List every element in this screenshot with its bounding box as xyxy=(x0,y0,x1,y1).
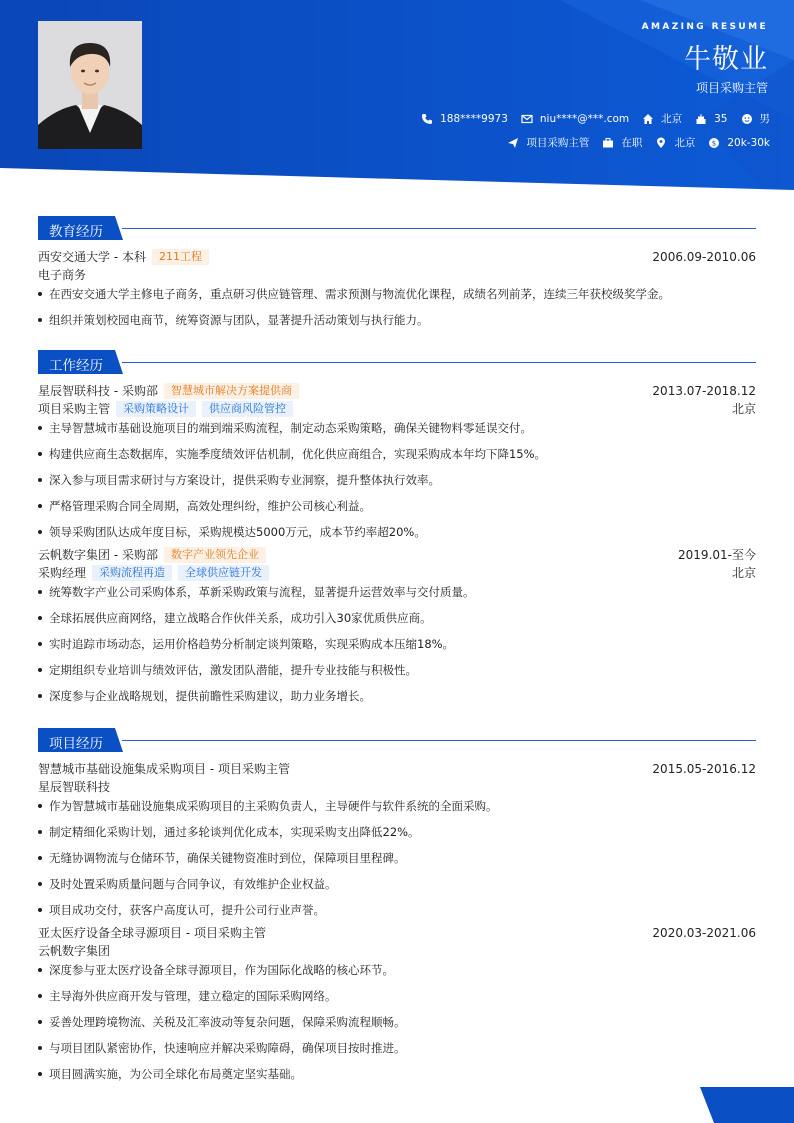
list-item: 深度参与企业战略规划，提供前瞻性采购建议，助力业务增长。 xyxy=(38,687,756,705)
candidate-title: 项目采购主管 xyxy=(695,81,768,95)
projects-section xyxy=(38,728,756,1091)
target-city-info xyxy=(655,135,695,150)
svg-text:$: $ xyxy=(712,139,717,148)
work-bullets xyxy=(38,419,756,541)
salary-text: 20k-30k xyxy=(727,136,770,149)
company-tag: 智慧城市解决方案提供商 xyxy=(164,383,299,399)
age-info xyxy=(695,113,727,125)
section-divider xyxy=(122,740,756,741)
email-text: niu****@***.com xyxy=(539,112,630,125)
age-text: 35 xyxy=(714,112,728,125)
list-item: 主导智慧城市基础设施项目的端到端采购流程，制定动态采购策略，确保关键物料零延误交付。 xyxy=(38,419,756,437)
list-item: 全球拓展供应商网络，建立战略合作伙伴关系，成功引入30家优质供应商。 xyxy=(38,609,756,627)
gender-icon xyxy=(741,113,753,125)
education-entry-header xyxy=(38,248,756,266)
list-item: 项目成功交付，获客户高度认可，提升公司行业声誉。 xyxy=(38,901,756,919)
list-item: 及时处置采购质量问题与合同争议，有效维护企业权益。 xyxy=(38,875,756,893)
role-tag: 全球供应链开发 xyxy=(178,565,269,581)
section-divider xyxy=(122,228,756,229)
role: 项目采购主管 xyxy=(38,402,111,416)
work-section xyxy=(38,350,756,713)
home-icon xyxy=(642,113,654,125)
project-entry-header xyxy=(38,924,756,942)
list-item: 领导采购团队达成年度目标，采购规模达5000万元，成本节约率超20%。 xyxy=(38,523,756,541)
project-entry-header xyxy=(38,760,756,778)
project-bullets xyxy=(38,961,756,1083)
candidate-name: 牛敬业 xyxy=(684,44,768,75)
work-bullets xyxy=(38,583,756,705)
phone-text: 188****9973 xyxy=(440,112,508,125)
salary-info xyxy=(708,137,770,149)
work-entry-header xyxy=(38,546,756,564)
work-header xyxy=(38,350,756,374)
target-role-text: 项目采购主管 xyxy=(526,137,590,149)
list-item: 严格管理采购合同全周期，高效处理纠纷，维护公司核心利益。 xyxy=(38,497,756,515)
projects-header xyxy=(38,728,756,752)
list-item: 无缝协调物流与仓储环节，确保关键物资准时到位，保障项目里程碑。 xyxy=(38,849,756,867)
target-city-text: 北京 xyxy=(674,137,696,149)
location-icon xyxy=(655,137,667,149)
email-icon xyxy=(521,113,533,125)
education-section xyxy=(38,216,756,337)
list-item: 项目圆满实施，为公司全球化布局奠定坚实基础。 xyxy=(38,1065,756,1083)
status-text: 在职 xyxy=(621,137,643,149)
work-role-row xyxy=(38,564,756,582)
send-icon xyxy=(507,137,519,149)
school-degree: 西安交通大学 - 本科 xyxy=(38,250,146,264)
list-item: 在西安交通大学主修电子商务，重点研习供应链管理、需求预测与物流优化课程，成绩名列前茅，连续三年获校级奖学金。 xyxy=(38,285,756,303)
work-date: 2013.07-2018.12 xyxy=(652,384,756,398)
status-info xyxy=(602,135,642,150)
list-item: 深度参与亚太医疗设备全球寻源项目，作为国际化战略的核心环节。 xyxy=(38,961,756,979)
work-location: 北京 xyxy=(731,566,756,580)
hometown-info xyxy=(642,111,682,126)
work-date: 2019.01-至今 xyxy=(678,548,756,562)
section-title: 项目经历 xyxy=(49,736,103,752)
profile-photo xyxy=(38,21,142,149)
project-bullets xyxy=(38,797,756,919)
company-dept: 星辰智联科技 - 采购部 xyxy=(38,384,158,398)
list-item: 构建供应商生态数据库，实施季度绩效评估机制，优化供应商组合，实现采购成本年均下降15%。 xyxy=(38,445,756,463)
salary-icon xyxy=(708,137,720,149)
role-tag: 采购策略设计 xyxy=(116,401,196,417)
list-item: 妥善处理跨境物流、关税及汇率波动等复杂问题，保障采购流程顺畅。 xyxy=(38,1013,756,1031)
project-title: 智慧城市基础设施集成采购项目 - 项目采购主管 xyxy=(38,762,290,776)
major: 电子商务 xyxy=(38,268,87,282)
school-tag: 211工程 xyxy=(152,249,209,265)
role-tag: 供应商风险管控 xyxy=(202,401,293,417)
phone-info xyxy=(421,113,508,125)
work-location: 北京 xyxy=(731,402,756,416)
gender-info xyxy=(741,111,771,126)
list-item: 定期组织专业培训与绩效评估，激发团队潜能，提升专业技能与积极性。 xyxy=(38,661,756,679)
project-title: 亚太医疗设备全球寻源项目 - 项目采购主管 xyxy=(38,926,266,940)
briefcase-icon xyxy=(602,137,614,149)
list-item: 组织并策划校园电商节，统筹资源与团队，显著提升活动策划与执行能力。 xyxy=(38,311,756,329)
footer-decoration xyxy=(684,1087,794,1123)
section-title: 教育经历 xyxy=(49,224,103,240)
cake-icon xyxy=(695,113,707,125)
list-item: 主导海外供应商开发与管理，建立稳定的国际采购网络。 xyxy=(38,987,756,1005)
target-role-info xyxy=(507,135,589,150)
section-title: 工作经历 xyxy=(49,358,103,374)
role-tag: 采购流程再造 xyxy=(92,565,172,581)
contact-row-1 xyxy=(408,111,770,126)
hometown-text: 北京 xyxy=(661,113,683,125)
phone-icon xyxy=(421,113,433,125)
brand-label: AMAZING RESUME xyxy=(641,22,768,32)
list-item: 与项目团队紧密协作，快速响应并解决采购障碍，确保项目按时推进。 xyxy=(38,1039,756,1057)
education-header xyxy=(38,216,756,240)
list-item: 统筹数字产业公司采购体系，革新采购政策与流程，显著提升运营效率与交付质量。 xyxy=(38,583,756,601)
list-item: 作为智慧城市基础设施集成采购项目的主采购负责人，主导硬件与软件系统的全面采购。 xyxy=(38,797,756,815)
list-item: 制定精细化采购计划，通过多轮谈判优化成本，实现采购支出降低22%。 xyxy=(38,823,756,841)
project-company: 星辰智联科技 xyxy=(38,780,111,794)
list-item: 深入参与项目需求研讨与方案设计，提供采购专业洞察，提升整体执行效率。 xyxy=(38,471,756,489)
education-date: 2006.09-2010.06 xyxy=(652,250,756,264)
section-divider xyxy=(122,362,756,363)
contact-row-2 xyxy=(494,135,770,150)
list-item: 实时追踪市场动态，运用价格趋势分析制定谈判策略，实现采购成本压缩18%。 xyxy=(38,635,756,653)
gender-text: 男 xyxy=(759,113,770,125)
company-tag: 数字产业领先企业 xyxy=(164,547,266,563)
project-date: 2015.05-2016.12 xyxy=(652,762,756,776)
work-entry-header xyxy=(38,382,756,400)
work-role-row xyxy=(38,400,756,418)
company-dept: 云帆数字集团 - 采购部 xyxy=(38,548,158,562)
education-bullets xyxy=(38,285,756,329)
role: 采购经理 xyxy=(38,566,87,580)
project-date: 2020.03-2021.06 xyxy=(652,926,756,940)
header-banner xyxy=(0,0,794,195)
email-info xyxy=(521,113,629,125)
project-company: 云帆数字集团 xyxy=(38,944,111,958)
